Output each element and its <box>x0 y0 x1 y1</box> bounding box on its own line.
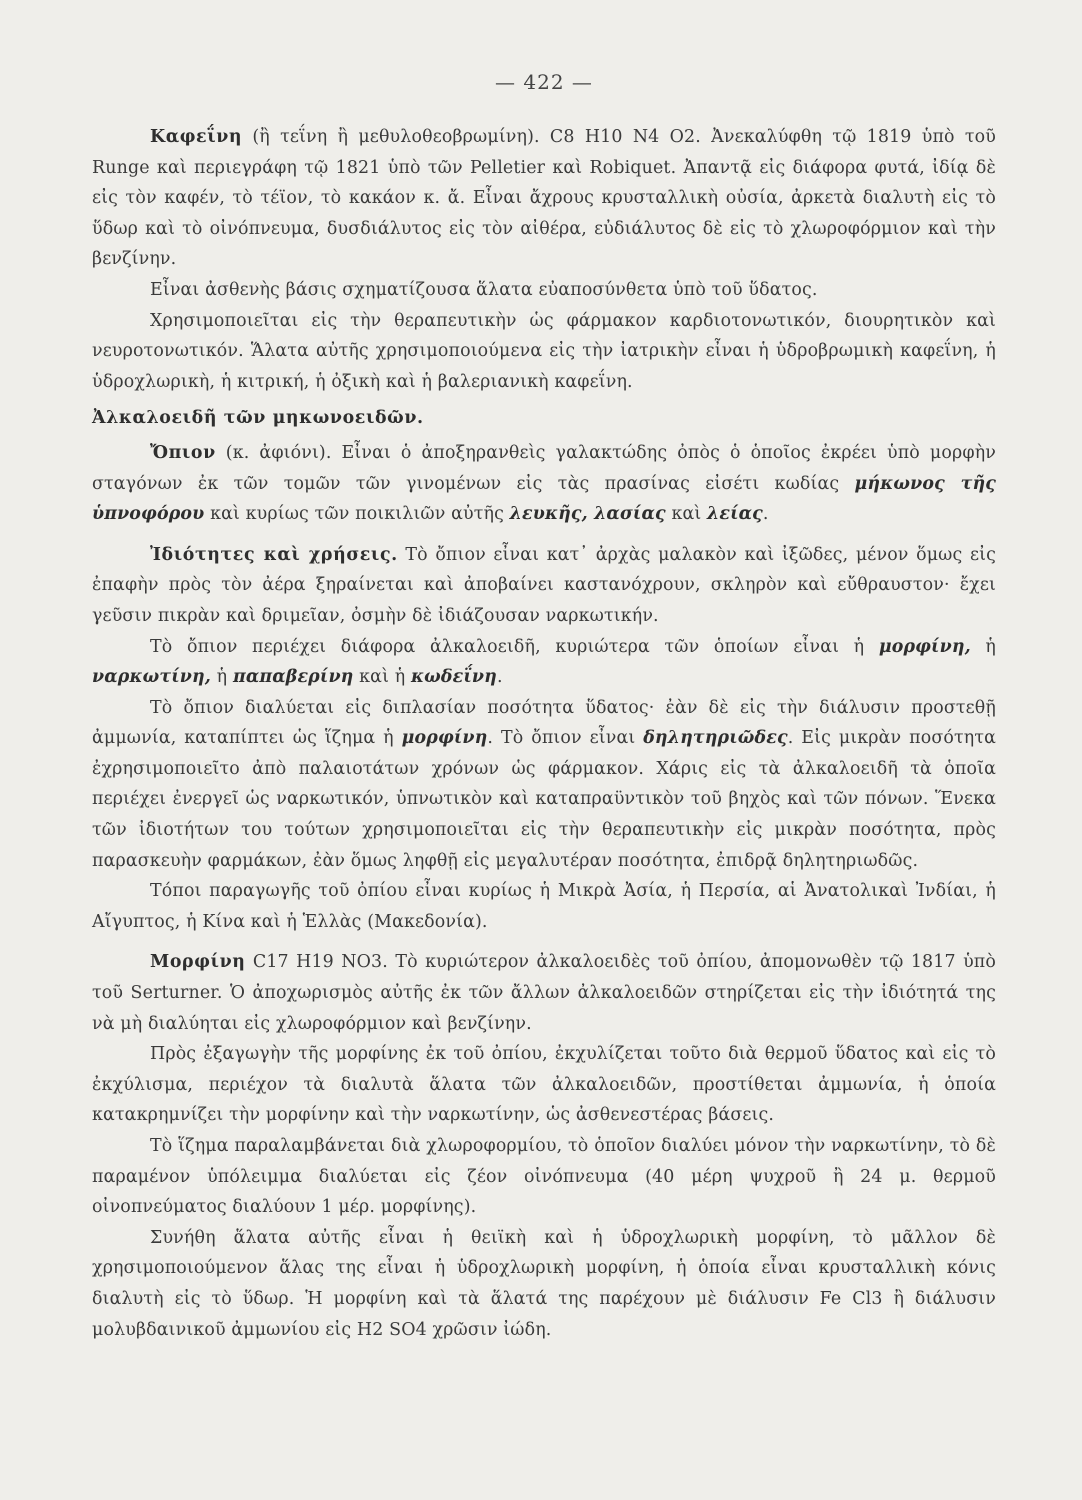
paragraph-alkaloids-text: . <box>496 667 503 688</box>
term-morphine: Μορφίνη <box>150 952 246 973</box>
paragraph-production-places: Τόποι παραγωγῆς τοῦ ὀπίου εἶναι κυρίως ἡ Μικρὰ Ἀσία, ἡ Περσία, αἱ Ἀνατολικαὶ Ἰνδίαι, ἡ Αἴγυπτος, ἡ Κίνα καὶ ἡ Ἑλλὰς (Μακεδονία). <box>92 881 996 932</box>
paragraph-opium-text: (κ. ἀφιόνι). Εἶναι ὁ ἀποξηρανθεὶς γαλακτώδης ὀπὸς ὁ ὁποῖος ἐκρέει ὑπὸ μορφὴν σταγόνων ἐκ τῶν τομῶν τῶν γινομένων εἰς τὰς πρασίνας εἰσέτι κωδίας <box>92 442 996 494</box>
emphasis-varieties: λευκῆς, λασίας <box>509 504 666 525</box>
emphasis-poppy: μήκωνος τῆς ὑπνοφόρου <box>92 473 996 525</box>
term-opium: Ὄπιον <box>150 442 216 463</box>
emphasis-poisonous: δηλητηριῶδες <box>643 728 788 749</box>
emphasis-morphine: μορφίνη, <box>878 636 971 657</box>
page-number: — 422 — <box>495 70 593 94</box>
term-properties: Ἰδιότητες καὶ χρήσεις. <box>150 544 398 565</box>
paragraph-morphine-extraction: Πρὸς ἐξαγωγὴν τῆς μορφίνης ἐκ τοῦ ὀπίου, ἐκχυλίζεται τοῦτο διὰ θερμοῦ ὕδατος καὶ εἰς τὸ ἐκχύλισμα, περιέχον τὰ διαλυτὰ ἅλατα τῶν ἀλκαλοειδῶν, προστίθεται ἀμμωνία, ἡ ὁποία κατακρημνίζει τὴν μορφίνην καὶ τὴν ναρκωτίνην, ὡς ἀσθενεστέρας βάσεις. <box>92 1044 996 1126</box>
emphasis-papaverine: παπαβερίνη <box>232 667 354 688</box>
paragraph-solubility-text: . Εἰς μικρὰν ποσότητα ἐχρησιμοποιεῖτο ἀπὸ παλαιοτάτων χρόνων ὡς φάρμακον. Χάρις εἰς τὰ ἀλκαλοειδῆ τὰ ὁποῖα περιέχει ἐνεργεῖ ὡς ναρκωτικόν, ὑπνωτικὸν καὶ καταπραϋντικὸν τοῦ βηχὸς καὶ τῶν πόνων. Ἕνεκα τῶν ἰδιοτήτων του τούτων χρησιμοποιεῖται εἰς τὴν θεραπευτικὴν εἰς μικρὰν ποσότητα, πρὸς παρασκευὴν φαρμάκων, ἐὰν ὅμως ληφθῇ εἰς μεγαλυτέραν ποσότητα, ἐπιδρᾷ δηλητηριωδῶς. <box>92 728 996 871</box>
paragraph-morphine-text: C17 H19 NO3. Τὸ κυριώτερον ἀλκαλοειδὲς τοῦ ὀπίου, ἀπομονωθὲν τῷ 1817 ὑπὸ τοῦ Serturner. Ὁ ἀποχωρισμὸς αὐτῆς ἐκ τῶν ἄλλων ἀλκαλοειδῶν στηρίζεται εἰς τὴν ἰδιότητά της νὰ μὴ διαλύηται εἰς χλωροφόρμιον καὶ βενζίνην. <box>92 952 996 1034</box>
paragraph-solubility-text: Τὸ ὄπιον διαλύεται εἰς διπλασίαν ποσότητα ὕδατος· ἐὰν δὲ εἰς τὴν διάλυσιν προστεθῇ ἀμμωνία, καταπίπτει ὡς ἵζημα ἡ <box>92 697 996 749</box>
paragraph-opium <box>92 438 996 530</box>
paragraph-solubility-text: . Τὸ ὄπιον εἶναι <box>487 728 644 749</box>
paragraph-opium-text: καὶ κυρίως τῶν ποικιλιῶν αὐτῆς <box>204 504 510 525</box>
emphasis-narcotine: ναρκωτίνη, <box>92 667 211 688</box>
section-heading-text: Ἀλκαλοειδῆ τῶν μηκωνοειδῶν. <box>92 408 424 429</box>
paragraph-opium-text: καὶ <box>665 504 708 525</box>
paragraph-alkaloids-text: Τὸ ὄπιον περιέχει διάφορα ἀλκαλοειδῆ, κυριώτερα τῶν ὁποίων εἶναι ἡ <box>150 636 879 657</box>
paragraph-caffeine-base: Εἶναι ἀσθενὴς βάσις σχηματίζουσα ἅλατα εὐαποσύνθετα ὑπὸ τοῦ ὕδατος. <box>150 279 818 300</box>
emphasis-codeine: κωδεΐνη <box>410 667 497 688</box>
paragraph-caffeine-uses: Χρησιμοποιεῖται εἰς τὴν θεραπευτικὴν ὡς φάρμακον καρδιοτονωτικόν, διουρητικὸν καὶ νευροτονωτικόν. Ἅλατα αὐτῆς χρησιμοποιούμενα εἰς τὴν ἰατρικὴν εἶναι ἡ ὑδροβρωμικὴ καφεΐνη, ἡ ὑδροχλωρικὴ, ἡ κιτρική, ἡ ὀξικὴ καὶ ἡ βαλεριανικὴ καφεΐνη. <box>92 310 996 392</box>
paragraph-opium-alkaloids <box>92 632 996 693</box>
section-heading-alkaloids <box>92 403 996 434</box>
paragraph-properties <box>92 540 996 632</box>
paragraph-morphine-precipitate: Τὸ ἵζημα παραλαμβάνεται διὰ χλωροφορμίου, τὸ ὁποῖον διαλύει μόνον τὴν ναρκωτίνην, τὸ δὲ παραμένον ὑπόλειμμα διαλύεται εἰς ζέον οἰνόπνευμα (40 μέρη ψυχροῦ ἢ 24 μ. θερμοῦ οἰνοπνεύματος διαλύουν 1 μέρ. μορφίνης). <box>92 1136 996 1218</box>
paragraph-morphine-salts: Συνήθη ἅλατα αὐτῆς εἶναι ἡ θειϊκὴ καὶ ἡ ὑδροχλωρικὴ μορφίνη, τὸ μᾶλλον δὲ χρησιμοποιούμενον ἅλας της εἶναι ἡ ὑδροχλωρικὴ μορφίνη, ἡ ὁποία εἶναι κρυσταλλικὴ κόνις διαλυτὴ εἰς τὸ ὕδωρ. Ἡ μορφίνη καὶ τὰ ἅλατά της παρέχουν μὲ διάλυσιν Fe Cl3 ἢ διάλυσιν μολυβδαινικοῦ ἀμμωνίου εἰς H2 SO4 χρῶσιν ἰώδη. <box>92 1227 996 1340</box>
term-caffeine: Καφεΐνη <box>150 127 243 147</box>
paragraph-morphine <box>92 947 996 1039</box>
paragraph-opium-solubility <box>92 693 996 877</box>
paragraph-caffeine <box>92 122 996 275</box>
emphasis-morphine-precipitate: μορφίνη <box>401 728 488 749</box>
paragraph-alkaloids-text: ἡ <box>970 636 996 657</box>
paragraph-alkaloids-text: ἡ <box>211 667 233 688</box>
paragraph-properties-text: Τὸ ὄπιον εἶναι κατ᾽ ἀρχὰς μαλακὸν καὶ ἰξῶδες, μένον ὅμως εἰς ἐπαφὴν πρὸς τὸν ἀέρα ξηραίνεται καὶ ἀποβαίνει καστανόχρουν, σκληρὸν καὶ εὔθραυστον· ἔχει γεῦσιν πικρὰν καὶ δριμεῖαν, ὀσμὴν δὲ ἰδιάζουσαν ναρκωτικήν. <box>92 544 996 626</box>
paragraph-opium-text: . <box>762 504 769 525</box>
paragraph-alkaloids-text: καὶ ἡ <box>353 667 411 688</box>
paragraph-caffeine-text: (ἢ τεΐνη ἢ μεθυλοθεοβρωμίνη). C8 H10 N4 O2. Ἀνεκαλύφθη τῷ 1819 ὑπὸ τοῦ Runge καὶ περιεγράφη τῷ 1821 ὑπὸ τῶν Pelletier καὶ Robiquet. Ἀπαντᾷ εἰς διάφορα φυτά, ἰδίᾳ δὲ εἰς τὸν καφέν, τὸ τέϊον, τὸ κακάον κ. ἄ. Εἶναι ἄχρους κρυσταλλικὴ οὐσία, ἀρκετὰ διαλυτὴ εἰς τὸ ὕδωρ καὶ τὸ οἰνόπνευμα, δυσδιάλυτος εἰς τὸν αἰθέρα, εὐδιάλυτος δὲ εἰς τὸ χλωροφόρμιον καὶ τὴν βενζίνην. <box>92 127 996 270</box>
emphasis-variety-smooth: λείας <box>707 504 763 525</box>
